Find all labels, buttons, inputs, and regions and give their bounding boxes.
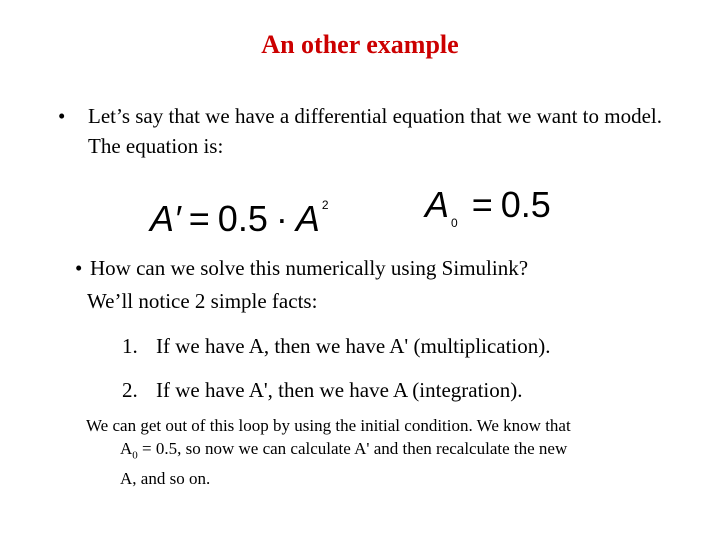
eq1-equals: =: [188, 198, 210, 239]
eq2-variable: A: [425, 184, 450, 225]
differential-equation: [150, 180, 329, 244]
bullet-text-question: How can we solve this numerically using Simulink?: [90, 256, 529, 280]
paragraph-var: A: [120, 439, 133, 458]
fact-number: 1.: [122, 334, 138, 358]
eq1-lhs: A′: [150, 198, 181, 239]
initial-condition: [425, 180, 551, 248]
eq1-variable: A: [295, 198, 320, 239]
bullet-text-facts-intro: We’ll notice 2 simple facts:: [87, 289, 318, 313]
bullet-item-question: [75, 253, 695, 316]
eq2-value: 0.5: [500, 184, 551, 225]
paragraph-subscript: 0: [132, 449, 138, 462]
paragraph-line: A, and so on.: [120, 469, 211, 489]
bullet-icon: •: [58, 104, 66, 128]
bullet-item-intro: [58, 101, 678, 161]
bullet-text-intro: Let’s say that we have a differential equation that we want to model. The equation is:: [88, 104, 663, 158]
eq1-exponent: 2: [321, 198, 329, 212]
fact-number: 2.: [122, 378, 138, 402]
eq2-equals: =: [471, 184, 493, 225]
facts-list: [122, 331, 682, 419]
eq1-coefficient: 0.5: [217, 198, 268, 239]
equations-row: [0, 180, 720, 239]
list-item: [122, 331, 682, 361]
bullet-icon: •: [75, 256, 83, 280]
slide-title: An other example: [261, 30, 459, 59]
fact-text: If we have A', then we have A (integration).: [156, 378, 523, 402]
eq1-dot: ·: [275, 198, 288, 239]
paragraph-line: [120, 437, 676, 467]
eq2-subscript: 0: [451, 216, 458, 230]
list-item: [122, 375, 682, 405]
paragraph-text: = 0.5, so now we can calculate A' and then recalculate the new: [137, 439, 568, 458]
fact-text: If we have A, then we have A' (multiplication).: [156, 334, 551, 358]
explanation-paragraph: [86, 414, 676, 490]
paragraph-line: We can get out of this loop by using the initial condition. We know that: [86, 416, 571, 435]
